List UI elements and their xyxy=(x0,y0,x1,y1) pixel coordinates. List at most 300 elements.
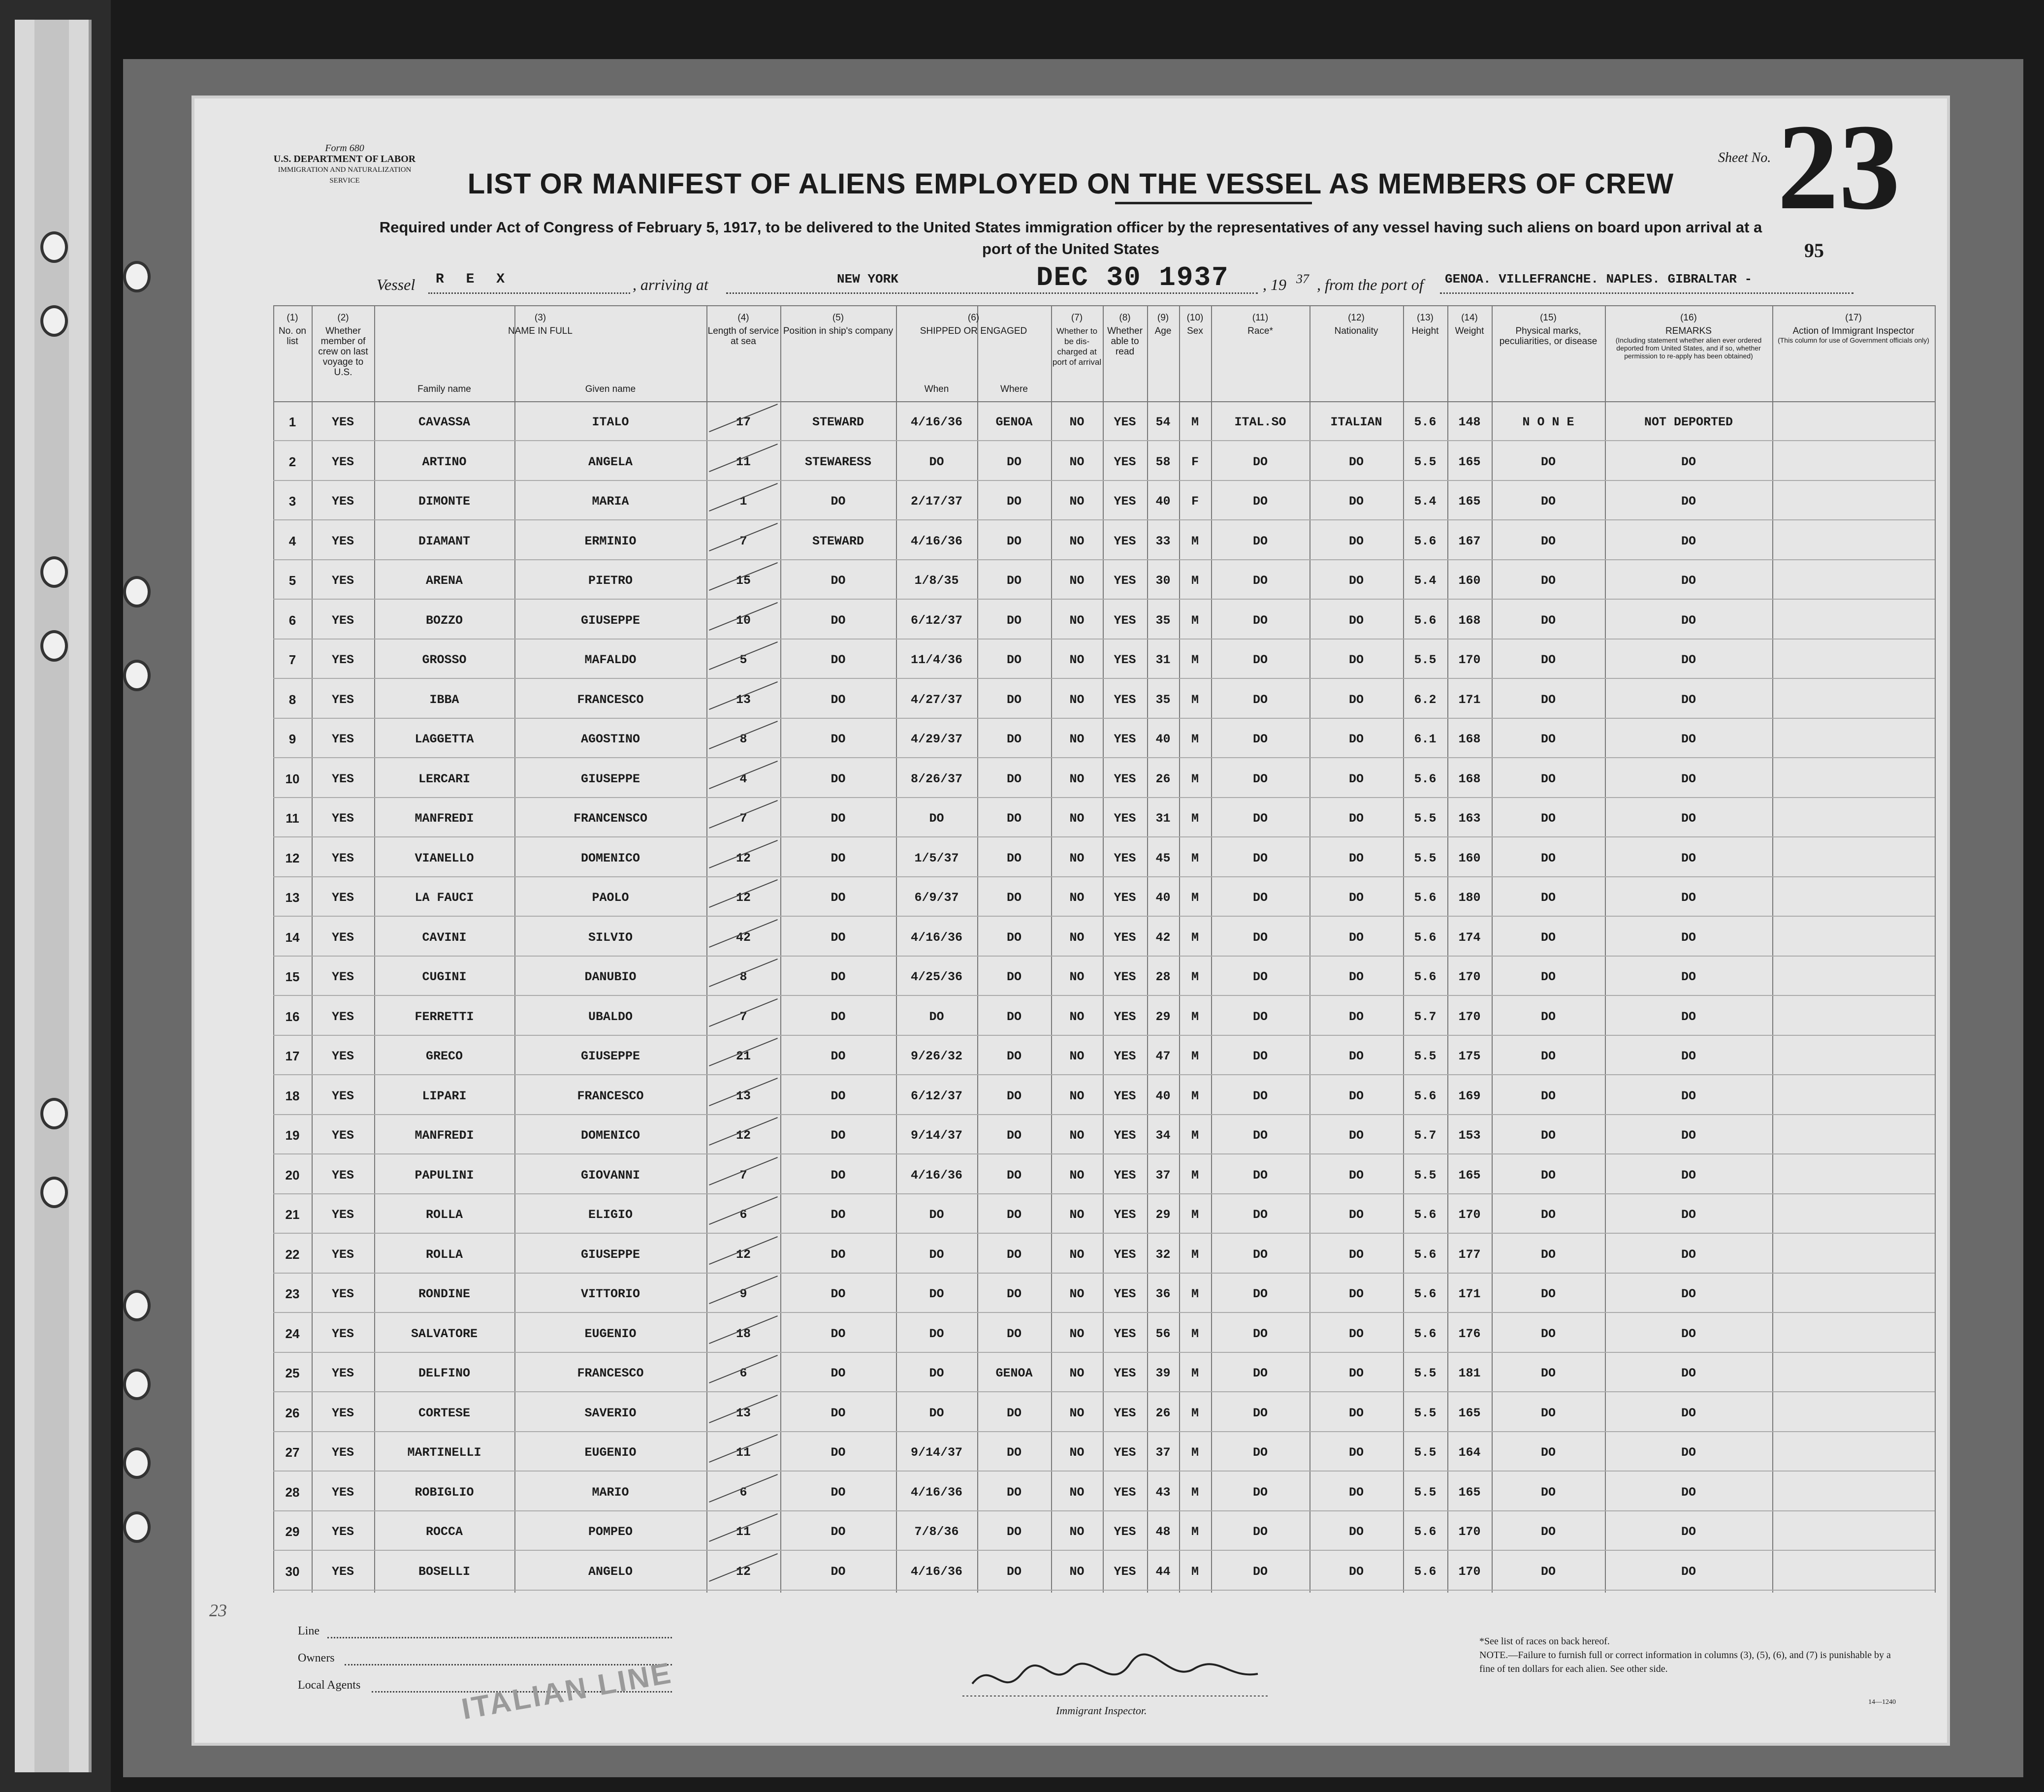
from-port-label: , from the port of xyxy=(1317,276,1424,293)
crew-table xyxy=(273,305,1935,1593)
arrival-date-stamp: DEC 30 1937 xyxy=(1036,262,1229,293)
where-cell: DO xyxy=(1006,653,1022,667)
read-cell: YES xyxy=(1114,732,1136,746)
member-cell: YES xyxy=(331,574,354,588)
year-value: 37 xyxy=(1296,272,1309,286)
remarks-cell: DO xyxy=(1681,1168,1696,1183)
sex-cell: M xyxy=(1191,574,1199,588)
col-header-sex: (10) Sex xyxy=(1186,313,1204,336)
race-cell: DO xyxy=(1252,1287,1268,1301)
where-cell: DO xyxy=(1006,1406,1022,1420)
table-row xyxy=(273,721,1935,758)
col-header-action: (17) Action of Immigrant Inspector (This column for use of Government officials only) xyxy=(1778,313,1929,344)
when-cell: 4/16/36 xyxy=(910,930,963,945)
member-cell: YES xyxy=(331,1049,354,1063)
weight-cell: 170 xyxy=(1458,1009,1481,1024)
remarks-cell: DO xyxy=(1681,771,1696,786)
binder-hole xyxy=(123,660,151,691)
marks-cell: DO xyxy=(1540,1406,1556,1420)
age-cell: 44 xyxy=(1155,1564,1171,1579)
row-number: 15 xyxy=(285,969,300,984)
read-cell: YES xyxy=(1114,653,1136,667)
form-number: Form 680 xyxy=(325,143,364,154)
read-cell: YES xyxy=(1114,970,1136,984)
age-cell: 54 xyxy=(1155,415,1171,429)
when-cell: 2/17/37 xyxy=(910,494,963,509)
remarks-cell: DO xyxy=(1681,1406,1696,1420)
subtitle xyxy=(293,217,1849,260)
col-header-given-name: Given name xyxy=(585,384,636,394)
table-row xyxy=(273,1157,1935,1194)
position-cell: STEWARESS xyxy=(804,454,872,469)
race-cell: DO xyxy=(1252,454,1268,469)
read-cell: YES xyxy=(1114,1009,1136,1024)
sex-cell: M xyxy=(1191,534,1199,548)
table-row xyxy=(273,1038,1935,1075)
when-cell: DO xyxy=(929,1009,944,1024)
when-cell: DO xyxy=(929,1406,944,1420)
age-cell: 26 xyxy=(1155,1406,1171,1420)
discharged-cell: NO xyxy=(1069,494,1085,509)
discharged-cell: NO xyxy=(1069,1088,1085,1103)
family-name-cell: IBBA xyxy=(429,692,459,707)
remarks-cell: DO xyxy=(1681,1088,1696,1103)
when-cell: DO xyxy=(929,1208,944,1222)
discharged-cell: NO xyxy=(1069,653,1085,667)
form-code: 14—1240 xyxy=(1868,1698,1896,1706)
discharged-cell: NO xyxy=(1069,970,1085,984)
race-cell: DO xyxy=(1252,1128,1268,1143)
col-header-where: Where xyxy=(1000,384,1028,394)
table-row xyxy=(273,1117,1935,1154)
read-cell: YES xyxy=(1114,891,1136,905)
marks-cell: DO xyxy=(1540,1009,1556,1024)
department: U.S. DEPARTMENT OF LABOR xyxy=(273,154,416,164)
footer-note xyxy=(1479,1634,1898,1676)
age-cell: 31 xyxy=(1155,811,1171,826)
marks-cell: DO xyxy=(1540,1247,1556,1262)
nationality-cell: DO xyxy=(1348,1564,1364,1579)
sex-cell: M xyxy=(1191,1287,1199,1301)
remarks-cell: DO xyxy=(1681,1366,1696,1380)
weight-cell: 169 xyxy=(1458,1088,1481,1103)
table-row xyxy=(273,1434,1935,1471)
height-cell: 5.5 xyxy=(1414,653,1437,667)
sex-cell: M xyxy=(1191,653,1199,667)
race-cell: DO xyxy=(1252,1445,1268,1460)
when-cell: 1/5/37 xyxy=(914,851,959,865)
member-cell: YES xyxy=(331,1168,354,1183)
member-cell: YES xyxy=(331,891,354,905)
height-cell: 5.6 xyxy=(1414,1208,1437,1222)
age-cell: 40 xyxy=(1155,1088,1171,1103)
when-cell: DO xyxy=(929,1326,944,1341)
age-cell: 26 xyxy=(1155,771,1171,786)
where-cell: DO xyxy=(1006,1208,1022,1222)
position-cell: DO xyxy=(830,811,846,826)
family-name-cell: ROBIGLIO xyxy=(415,1485,474,1500)
remarks-cell: DO xyxy=(1681,1525,1696,1539)
remarks-cell: DO xyxy=(1681,1485,1696,1500)
vessel-name: R E X xyxy=(436,272,512,287)
family-name-cell: LA FAUCI xyxy=(415,891,474,905)
given-name-cell: DOMENICO xyxy=(580,1128,640,1143)
signature-caption: Immigrant Inspector. xyxy=(1056,1704,1147,1717)
given-name-cell: ELIGIO xyxy=(588,1208,633,1222)
height-cell: 5.5 xyxy=(1414,1445,1437,1460)
age-cell: 47 xyxy=(1155,1049,1171,1063)
given-name-cell: ERMINIO xyxy=(584,534,637,548)
position-cell: STEWARD xyxy=(812,415,864,429)
marks-cell: DO xyxy=(1540,454,1556,469)
col-header-family-name: Family name xyxy=(417,384,471,394)
given-name-cell: ANGELA xyxy=(588,454,633,469)
col-header-service: (4) Length of service at sea xyxy=(707,313,779,347)
table-row xyxy=(273,1315,1935,1352)
row-number: 4 xyxy=(288,533,296,548)
weight-cell: 160 xyxy=(1458,851,1481,865)
sheet-number: 23 xyxy=(1777,99,1900,235)
nationality-cell: DO xyxy=(1348,1366,1364,1380)
when-cell: 4/16/36 xyxy=(910,1485,963,1500)
member-cell: YES xyxy=(331,1088,354,1103)
family-name-cell: ROLLA xyxy=(425,1208,463,1222)
age-cell: 29 xyxy=(1155,1208,1171,1222)
read-cell: YES xyxy=(1114,851,1136,865)
where-cell: GENOA xyxy=(995,415,1033,429)
read-cell: YES xyxy=(1114,1287,1136,1301)
remarks-cell: DO xyxy=(1681,970,1696,984)
when-cell: 9/14/37 xyxy=(910,1128,963,1143)
table-row xyxy=(273,879,1935,916)
weight-cell: 160 xyxy=(1458,574,1481,588)
service-cell: 8 xyxy=(739,970,747,984)
row-number: 13 xyxy=(285,890,300,905)
height-cell: 5.4 xyxy=(1414,494,1437,509)
nationality-cell: DO xyxy=(1348,1287,1364,1301)
col-header-height: (13) Height xyxy=(1411,313,1439,336)
height-cell: 6.2 xyxy=(1414,692,1437,707)
weight-cell: 170 xyxy=(1458,1525,1481,1539)
read-cell: YES xyxy=(1114,811,1136,826)
marks-cell: DO xyxy=(1540,1485,1556,1500)
remarks-cell: DO xyxy=(1681,930,1696,945)
weight-cell: 177 xyxy=(1458,1247,1481,1262)
where-cell: DO xyxy=(1006,1445,1022,1460)
marks-cell: DO xyxy=(1540,732,1556,746)
where-cell: DO xyxy=(1006,1009,1022,1024)
service-cell: 11 xyxy=(735,1525,751,1539)
member-cell: YES xyxy=(331,811,354,826)
discharged-cell: NO xyxy=(1069,1564,1085,1579)
family-name-cell: GROSSO xyxy=(422,653,467,667)
nationality-cell: DO xyxy=(1348,534,1364,548)
nationality-cell: DO xyxy=(1348,1049,1364,1063)
family-name-cell: FERRETTI xyxy=(415,1009,474,1024)
given-name-cell: ANGELO xyxy=(588,1564,633,1579)
family-name-cell: CAVINI xyxy=(422,930,467,945)
when-cell: 4/27/37 xyxy=(910,692,963,707)
row-number: 26 xyxy=(285,1405,300,1420)
member-cell: YES xyxy=(331,1009,354,1024)
marks-cell: N O N E xyxy=(1522,415,1574,429)
row-number: 29 xyxy=(285,1524,300,1539)
service-cell: 8 xyxy=(739,732,747,746)
member-cell: YES xyxy=(331,415,354,429)
given-name-cell: VITTORIO xyxy=(580,1287,640,1301)
binder-hole xyxy=(40,630,68,662)
given-name-cell: FRANCESCO xyxy=(577,1088,644,1103)
race-cell: DO xyxy=(1252,1564,1268,1579)
race-cell: DO xyxy=(1252,1009,1268,1024)
read-cell: YES xyxy=(1114,1128,1136,1143)
height-cell: 5.5 xyxy=(1414,1485,1437,1500)
where-cell: DO xyxy=(1006,1168,1022,1183)
sex-cell: M xyxy=(1191,1168,1199,1183)
discharged-cell: NO xyxy=(1069,811,1085,826)
service-cell: 11 xyxy=(735,454,751,469)
service-cell: 7 xyxy=(739,534,747,548)
member-cell: YES xyxy=(331,1287,354,1301)
marks-cell: DO xyxy=(1540,613,1556,628)
member-cell: YES xyxy=(331,534,354,548)
read-cell: YES xyxy=(1114,494,1136,509)
given-name-cell: SAVERIO xyxy=(584,1406,637,1420)
where-cell: DO xyxy=(1006,1525,1022,1539)
when-cell: 6/12/37 xyxy=(910,613,963,628)
read-cell: YES xyxy=(1114,1326,1136,1341)
race-cell: DO xyxy=(1252,1326,1268,1341)
nationality-cell: DO xyxy=(1348,1485,1364,1500)
nationality-cell: DO xyxy=(1348,1247,1364,1262)
nationality-cell: DO xyxy=(1348,1168,1364,1183)
race-cell: DO xyxy=(1252,1168,1268,1183)
remarks-cell: DO xyxy=(1681,574,1696,588)
table-row xyxy=(273,998,1935,1035)
height-cell: 5.6 xyxy=(1414,613,1437,628)
where-cell: DO xyxy=(1006,1049,1022,1063)
sex-cell: M xyxy=(1191,1564,1199,1579)
race-cell: DO xyxy=(1252,1247,1268,1262)
family-name-cell: LERCARI xyxy=(418,771,471,786)
height-cell: 5.5 xyxy=(1414,1049,1437,1063)
age-cell: 56 xyxy=(1155,1326,1171,1341)
position-cell: DO xyxy=(830,494,846,509)
height-cell: 5.6 xyxy=(1414,415,1437,429)
discharged-cell: NO xyxy=(1069,1009,1085,1024)
service-cell: 21 xyxy=(735,1049,751,1063)
family-name-cell: GRECO xyxy=(425,1049,463,1063)
race-cell: DO xyxy=(1252,1366,1268,1380)
age-cell: 28 xyxy=(1155,970,1171,984)
read-cell: YES xyxy=(1114,1168,1136,1183)
given-name-cell: GIUSEPPE xyxy=(580,1049,640,1063)
binder-hole xyxy=(40,556,68,588)
service-cell: 6 xyxy=(739,1366,747,1380)
weight-cell: 170 xyxy=(1458,1208,1481,1222)
when-cell: 4/16/36 xyxy=(910,1564,963,1579)
given-name-cell: ITALO xyxy=(592,415,629,429)
sex-cell: M xyxy=(1191,1366,1199,1380)
when-cell: 7/8/36 xyxy=(914,1525,959,1539)
sex-cell: M xyxy=(1191,930,1199,945)
nationality-cell: DO xyxy=(1348,1326,1364,1341)
position-cell: DO xyxy=(830,1049,846,1063)
table-row xyxy=(273,1196,1935,1233)
member-cell: YES xyxy=(331,771,354,786)
remarks-cell: DO xyxy=(1681,1049,1696,1063)
col-header-nationality: (12) Nationality xyxy=(1334,313,1378,336)
member-cell: YES xyxy=(331,1208,354,1222)
marks-cell: DO xyxy=(1540,811,1556,826)
nationality-cell: DO xyxy=(1348,574,1364,588)
race-cell: DO xyxy=(1252,1406,1268,1420)
service-cell: 1 xyxy=(739,494,747,509)
where-cell: DO xyxy=(1006,1247,1022,1262)
where-cell: DO xyxy=(1006,1287,1022,1301)
marks-cell: DO xyxy=(1540,1445,1556,1460)
weight-cell: 165 xyxy=(1458,1406,1481,1420)
position-cell: DO xyxy=(830,1406,846,1420)
col-header-discharged: (7) Whether to be dis-charged at port of arrival xyxy=(1052,313,1102,367)
given-name-cell: MAFALDO xyxy=(584,653,637,667)
age-cell: 29 xyxy=(1155,1009,1171,1024)
where-cell: GENOA xyxy=(995,1366,1033,1380)
service-cell: 42 xyxy=(735,930,751,945)
given-name-cell: GIUSEPPE xyxy=(580,771,640,786)
table-row xyxy=(273,562,1935,599)
row-number: 23 xyxy=(285,1286,300,1301)
weight-cell: 180 xyxy=(1458,891,1481,905)
when-cell: 6/12/37 xyxy=(910,1088,963,1103)
read-cell: YES xyxy=(1114,1445,1136,1460)
marks-cell: DO xyxy=(1540,1208,1556,1222)
age-cell: 35 xyxy=(1155,613,1171,628)
position-cell: DO xyxy=(830,930,846,945)
marks-cell: DO xyxy=(1540,653,1556,667)
remarks-cell: DO xyxy=(1681,454,1696,469)
discharged-cell: NO xyxy=(1069,1326,1085,1341)
member-cell: YES xyxy=(331,1485,354,1500)
weight-cell: 165 xyxy=(1458,1485,1481,1500)
family-name-cell: DIMONTE xyxy=(418,494,471,509)
nationality-cell: DO xyxy=(1348,732,1364,746)
marks-cell: DO xyxy=(1540,494,1556,509)
position-cell: DO xyxy=(830,1247,846,1262)
weight-cell: 181 xyxy=(1458,1366,1481,1380)
age-cell: 39 xyxy=(1155,1366,1171,1380)
position-cell: DO xyxy=(830,692,846,707)
position-cell: DO xyxy=(830,732,846,746)
service-cell: 12 xyxy=(735,891,751,905)
remarks-cell: DO xyxy=(1681,1009,1696,1024)
discharged-cell: NO xyxy=(1069,771,1085,786)
age-cell: 36 xyxy=(1155,1287,1171,1301)
member-cell: YES xyxy=(331,1525,354,1539)
position-cell: DO xyxy=(830,1009,846,1024)
race-cell: DO xyxy=(1252,1088,1268,1103)
race-cell: DO xyxy=(1252,1208,1268,1222)
where-cell: DO xyxy=(1006,534,1022,548)
position-cell: DO xyxy=(830,1168,846,1183)
family-name-cell: BOSELLI xyxy=(418,1564,471,1579)
race-cell: DO xyxy=(1252,692,1268,707)
where-cell: DO xyxy=(1006,1326,1022,1341)
member-cell: YES xyxy=(331,1247,354,1262)
table-row xyxy=(273,800,1935,837)
sex-cell: M xyxy=(1191,851,1199,865)
table-row xyxy=(273,1553,1935,1590)
member-cell: YES xyxy=(331,1128,354,1143)
discharged-cell: NO xyxy=(1069,1366,1085,1380)
family-name-cell: VIANELLO xyxy=(415,851,474,865)
given-name-cell: PIETRO xyxy=(588,574,633,588)
table-row xyxy=(273,1078,1935,1115)
position-cell: DO xyxy=(830,653,846,667)
col-header-name: (3) NAME IN FULL xyxy=(508,313,573,336)
family-name-cell: LIPARI xyxy=(422,1088,467,1103)
row-number: 28 xyxy=(285,1484,300,1500)
table-row xyxy=(273,1276,1935,1312)
row-number: 17 xyxy=(285,1049,300,1063)
nationality-cell: DO xyxy=(1348,613,1364,628)
remarks-cell: DO xyxy=(1681,692,1696,707)
table-row xyxy=(273,483,1935,520)
service-cell: 15 xyxy=(735,574,751,588)
height-cell: 5.6 xyxy=(1414,1525,1437,1539)
where-cell: DO xyxy=(1006,1485,1022,1500)
remarks-cell: DO xyxy=(1681,811,1696,826)
given-name-cell: EUGENIO xyxy=(584,1445,637,1460)
row-number: 27 xyxy=(285,1445,300,1460)
table-row xyxy=(273,1513,1935,1550)
remarks-cell: DO xyxy=(1681,1564,1696,1579)
row-number: 11 xyxy=(286,811,299,826)
height-cell: 5.7 xyxy=(1414,1128,1437,1143)
row-number: 18 xyxy=(285,1088,300,1103)
fine-note: NOTE.—Failure to furnish full or correct information in columns (3), (5), (6), and (7) is punishable by a fine of ten dollars for each alien. See other side. xyxy=(1479,1650,1891,1674)
service-cell: 17 xyxy=(735,415,751,429)
race-cell: DO xyxy=(1252,1049,1268,1063)
marks-cell: DO xyxy=(1540,1564,1556,1579)
departure-ports: GENOA. VILLEFRANCHE. NAPLES. GIBRALTAR - xyxy=(1445,272,1753,287)
age-cell: 31 xyxy=(1155,653,1171,667)
height-cell: 5.6 xyxy=(1414,1287,1437,1301)
row-number: 3 xyxy=(288,494,296,509)
nationality-cell: DO xyxy=(1348,1208,1364,1222)
race-note: *See list of races on back hereof. xyxy=(1479,1636,1610,1647)
marks-cell: DO xyxy=(1540,1049,1556,1063)
read-cell: YES xyxy=(1114,454,1136,469)
read-cell: YES xyxy=(1114,1247,1136,1262)
discharged-cell: NO xyxy=(1069,1168,1085,1183)
weight-cell: 170 xyxy=(1458,970,1481,984)
row-number: 5 xyxy=(288,573,296,588)
age-cell: 58 xyxy=(1155,454,1171,469)
family-name-cell: BOZZO xyxy=(425,613,463,628)
sex-cell: M xyxy=(1191,1247,1199,1262)
col-header-remarks: (16) REMARKS (Including statement whether alien ever ordered deported from United States, and if so, whether permission to re-apply has been obtained) xyxy=(1615,313,1762,360)
subtitle-line-2: port of the United States xyxy=(982,240,1159,257)
family-name-cell: CUGINI xyxy=(422,970,467,984)
family-name-cell: MANFREDI xyxy=(415,1128,474,1143)
sex-cell: M xyxy=(1191,1049,1199,1063)
nationality-cell: DO xyxy=(1348,1088,1364,1103)
where-cell: DO xyxy=(1006,1088,1022,1103)
marks-cell: DO xyxy=(1540,1128,1556,1143)
discharged-cell: NO xyxy=(1069,613,1085,628)
nationality-cell: DO xyxy=(1348,1445,1364,1460)
